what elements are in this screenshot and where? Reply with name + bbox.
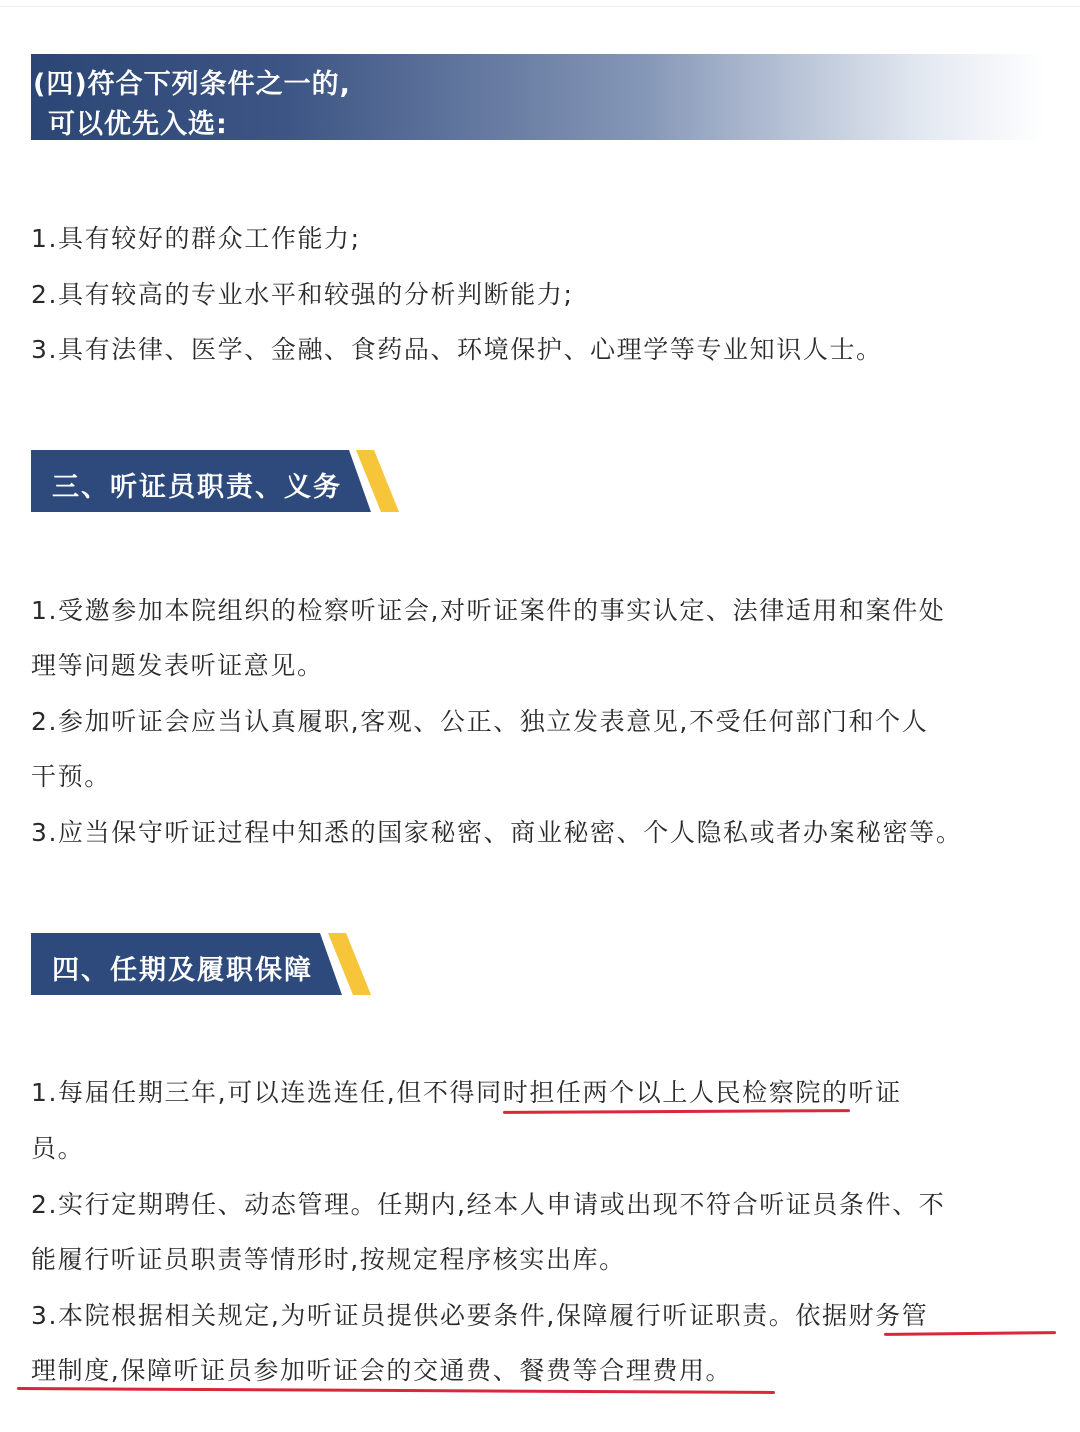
section-4-line-4: 能履行听证员职责等情形时,按规定程序核实出库。: [31, 1245, 626, 1274]
section-4-line-2: 员。: [31, 1134, 85, 1163]
section-3-title: 三、听证员职责、义务: [52, 472, 342, 503]
preferred-item-2: 2.具有较高的专业水平和较强的分析判断能力;: [31, 280, 574, 309]
preferred-criteria-banner: [31, 54, 1046, 140]
section-4-header: [31, 933, 371, 995]
preferred-item-1: 1.具有较好的群众工作能力;: [31, 224, 361, 253]
section-3-line-5: 3.应当保守听证过程中知悉的国家秘密、商业秘密、个人隐私或者办案秘密等。: [31, 818, 963, 847]
banner-line-1: (四)符合下列条件之一的,: [33, 69, 351, 100]
section-3-line-1: 1.受邀参加本院组织的检察听证会,对听证案件的事实认定、法律适用和案件处: [31, 596, 946, 625]
top-divider: [0, 6, 1080, 7]
section-3-header: [31, 450, 401, 512]
banner-line-2: 可以优先入选:: [48, 109, 228, 140]
section-3-line-4: 干预。: [31, 762, 111, 791]
section-4-line-5: 3.本院根据相关规定,为听证员提供必要条件,保障履行听证职责。依据财务管: [31, 1301, 929, 1330]
section-3-line-2: 理等问题发表听证意见。: [31, 651, 324, 680]
section-4-title: 四、任期及履职保障: [52, 955, 313, 986]
section-4-line-3: 2.实行定期聘任、动态管理。任期内,经本人申请或出现不符合听证员条件、不: [31, 1190, 946, 1219]
preferred-item-3: 3.具有法律、医学、金融、食药品、环境保护、心理学等专业知识人士。: [31, 335, 883, 364]
section-4-line-6: 理制度,保障听证员参加听证会的交通费、餐费等合理费用。: [31, 1356, 733, 1385]
section-3-line-3: 2.参加听证会应当认真履职,客观、公正、独立发表意见,不受任何部门和个人: [31, 707, 929, 736]
section-4-line-1: 1.每届任期三年,可以连选连任,但不得同时担任两个以上人民检察院的听证: [31, 1078, 902, 1107]
